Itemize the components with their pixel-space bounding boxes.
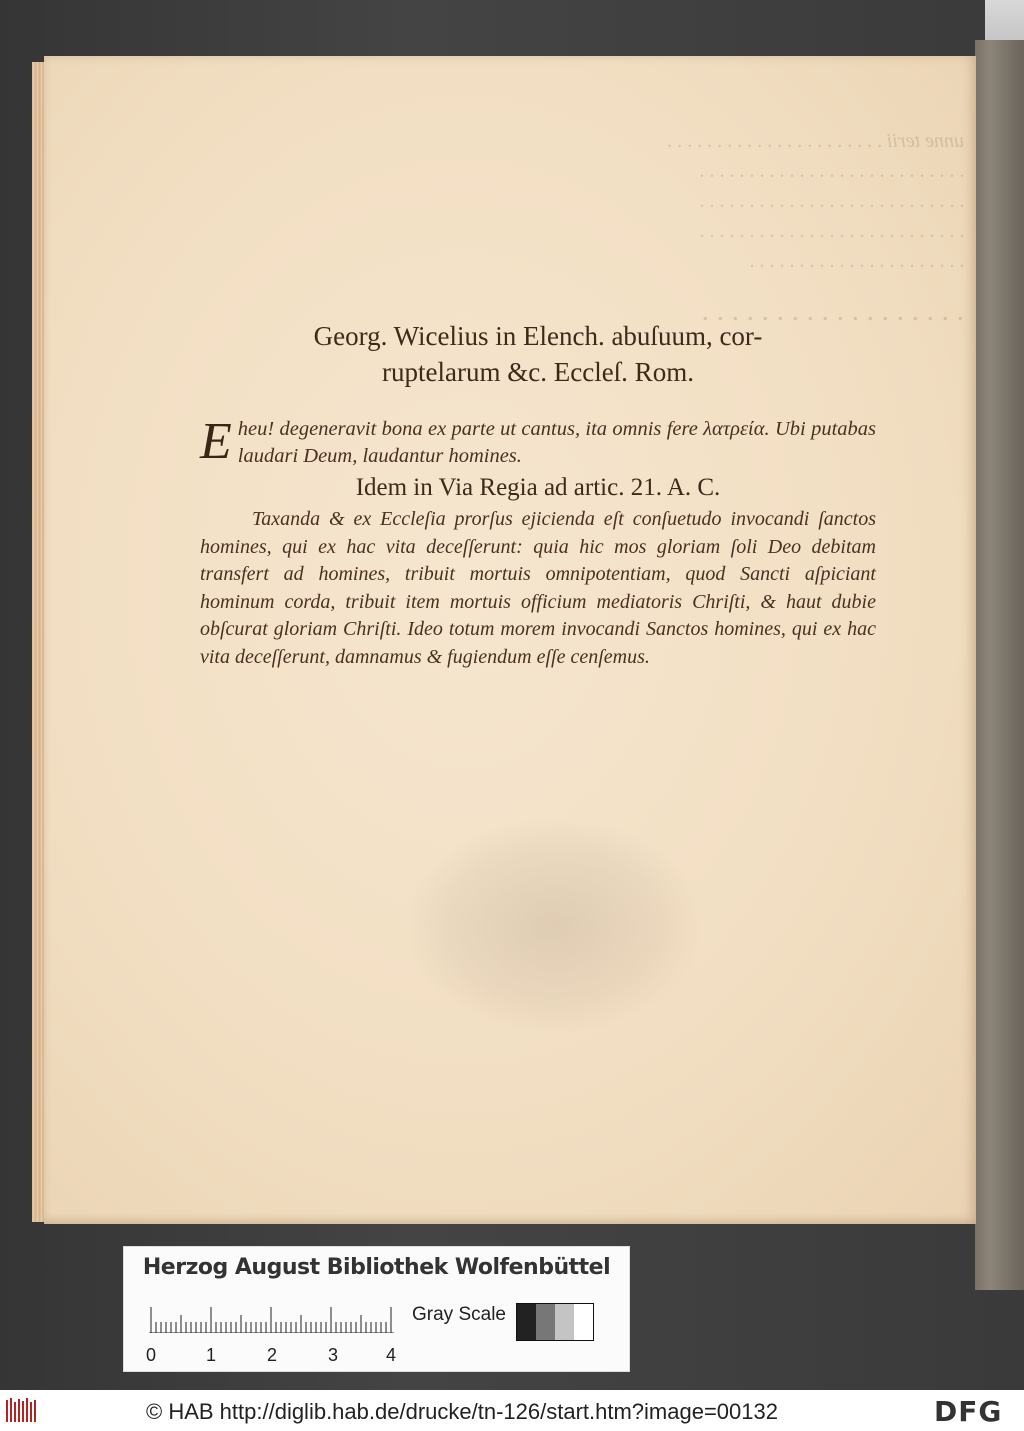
library-label-card <box>123 1246 630 1372</box>
ruler-number: 0 <box>146 1345 157 1365</box>
ruler-icon <box>149 1307 394 1333</box>
grayscale-swatch <box>555 1304 574 1340</box>
label-title: Herzog August Bibliothek Wolfenbüttel <box>142 1255 611 1280</box>
paragraph-1 <box>200 413 876 470</box>
grayscale-swatch <box>574 1304 593 1340</box>
hab-logo-icon <box>5 1396 37 1424</box>
heading-line-2: ruptelarum &c. Eccleſ. Rom. <box>382 357 694 387</box>
grayscale-swatch <box>517 1304 536 1340</box>
heading-line-1: Georg. Wicelius in Elench. abuſuum, cor- <box>313 321 763 351</box>
grayscale-label: Gray Scale <box>412 1304 506 1325</box>
bleed-through-ornament <box>404 816 704 1036</box>
page-text <box>200 318 876 671</box>
grayscale-swatch <box>536 1304 555 1340</box>
paragraph-1-text: heu! degeneravit bona ex parte ut cantus, ita omnis fere λατρεία. Ubi putabas laudari Deum, laudantur homines. <box>237 418 876 467</box>
page-heading <box>200 318 876 390</box>
grayscale-bar <box>516 1303 594 1341</box>
paragraph-2: Taxanda & ex Eccleſia prorſus ejicienda eſt conſuetudo invocandi ſanctos homines, qui ex hac vita deceſſerunt: quia hic mos gloriam ſoli Deo debitam transfert ad homines, tribuit mortuis omnipotentiam, quod Sancti aſpiciant hominum corda, tribuit item mortuis officium mediatoris Chriſti, & haut dubie obſcurat gloriam Chriſti. Ideo totum morem invocandi Sanctos homines, qui ex hac vita deceſſerunt, damnamus & fugiendum eſſe cenſemus. <box>200 508 876 668</box>
viewer-footer <box>0 1390 1024 1431</box>
ruler-number: 3 <box>328 1345 339 1365</box>
ruler-number: 2 <box>267 1345 278 1365</box>
book-cover-edge <box>975 40 1024 1290</box>
subheading: Idem in Via Regia ad artic. 21. A. C. <box>355 474 721 501</box>
dfg-logo: DFG <box>934 1395 1003 1428</box>
footer-link[interactable]: © HAB http://diglib.hab.de/drucke/tn-126/start.htm?image=00132 <box>146 1399 778 1424</box>
ruler-number: 4 <box>386 1345 397 1365</box>
ruler-number: 1 <box>206 1345 217 1365</box>
drop-cap: E <box>200 413 232 470</box>
bleed-through-text: unne terii . . . . . . . . . . . . . . . . . . . . . . . . . . . . . . . . . . . . . . . . . . . . . . . . . . . . . . . . . . . . . . . . . . . . . . . . . . . . . . . . . . . . . . . . . . . . . . . . . . . . . . . . . . . . . . . . . . . . . . . . . . . . . . . . . . . . . . . . . . . . . . . <box>666 130 964 327</box>
